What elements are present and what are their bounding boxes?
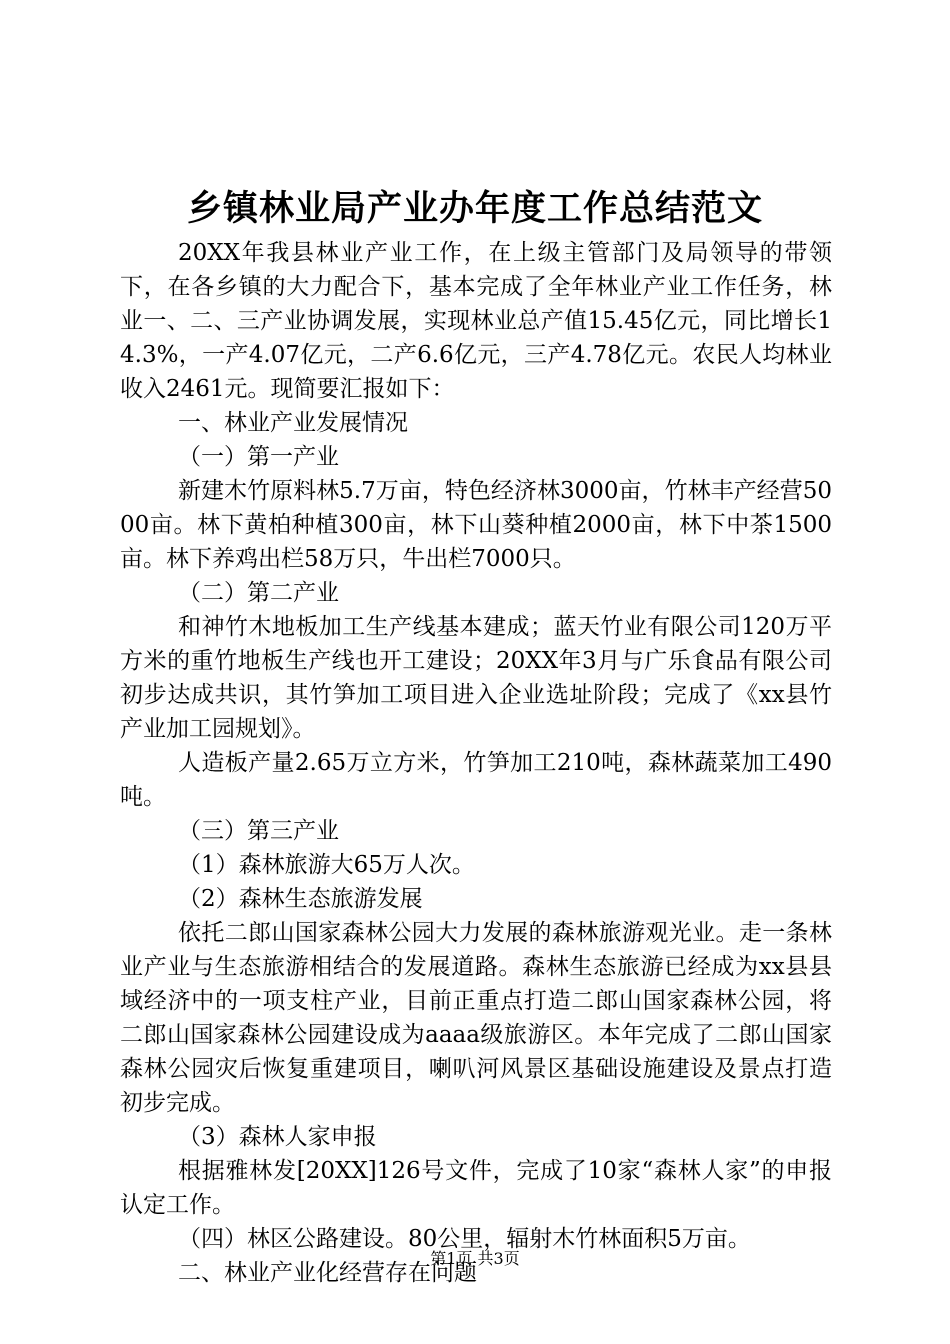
- paragraph-primary-industry: 新建木竹原料林5.7万亩，特色经济林3000亩，竹林丰产经营5000亩。林下黄柏种植300亩，林下山葵种植2000亩，林下中茶1500亩。林下养鸡出栏58万只，牛出栏7000只。: [120, 478, 832, 572]
- section-heading-1: 一、林业产业发展情况: [178, 410, 408, 436]
- subsection-heading-secondary: （二）第二产业: [178, 580, 339, 606]
- subsection-heading-tertiary: （三）第三产业: [178, 818, 339, 844]
- subsection-heading-roads: （四）林区公路建设。80公里，辐射木竹林面积5万亩。: [178, 1226, 751, 1252]
- paragraph-output: 人造板产量2.65万立方米，竹笋加工210吨，森林蔬菜加工490吨。: [120, 750, 832, 810]
- document-title: 乡镇林业局产业办年度工作总结范文: [186, 189, 763, 229]
- paragraph-secondary-industry: 和神竹木地板加工生产线基本建成；蓝天竹业有限公司120万平方米的重竹地板生产线也开工建设；20XX年3月与广乐食品有限公司初步达成共识，其竹笋加工项目进入企业选址阶段；完成了《xx县竹产业加工园规划》。: [120, 614, 832, 742]
- list-item-forest-family: （3）森林人家申报: [178, 1124, 377, 1150]
- section-heading-2: 二、林业产业化经营存在问题: [178, 1260, 477, 1286]
- document-body: [120, 236, 832, 1290]
- paragraph-forest-family: 根据雅林发[20XX]126号文件，完成了10家“森林人家”的申报认定工作。: [120, 1158, 832, 1218]
- paragraph-eco-tourism: 依托二郎山国家森林公园大力发展的森林旅游观光业。走一条林业产业与生态旅游相结合的发展道路。森林生态旅游已经成为xx县县域经济中的一项支柱产业，目前正重点打造二郎山国家森林公园，将二郎山国家森林公园建设成为aaaa级旅游区。本年完成了二郎山国家森林公园灾后恢复重建项目，喇叭河风景区基础设施建设及景点打造初步完成。: [120, 920, 832, 1116]
- paragraph-intro: 20XX年我县林业产业工作，在上级主管部门及局领导的带领下，在各乡镇的大力配合下，基本完成了全年林业产业工作任务，林业一、二、三产业协调发展，实现林业总产值15.45亿元，同比增长14.3%，一产4.07亿元，二产6.6亿元，三产4.78亿元。农民人均林业收入2461元。现简要汇报如下：: [120, 240, 832, 402]
- page-number: 第1页 共3页: [430, 1249, 520, 1268]
- list-item-forest-tourism: （1）森林旅游大65万人次。: [178, 852, 475, 878]
- list-item-eco-tourism: （2）森林生态旅游发展: [178, 886, 423, 912]
- subsection-heading-primary: （一）第一产业: [178, 444, 339, 470]
